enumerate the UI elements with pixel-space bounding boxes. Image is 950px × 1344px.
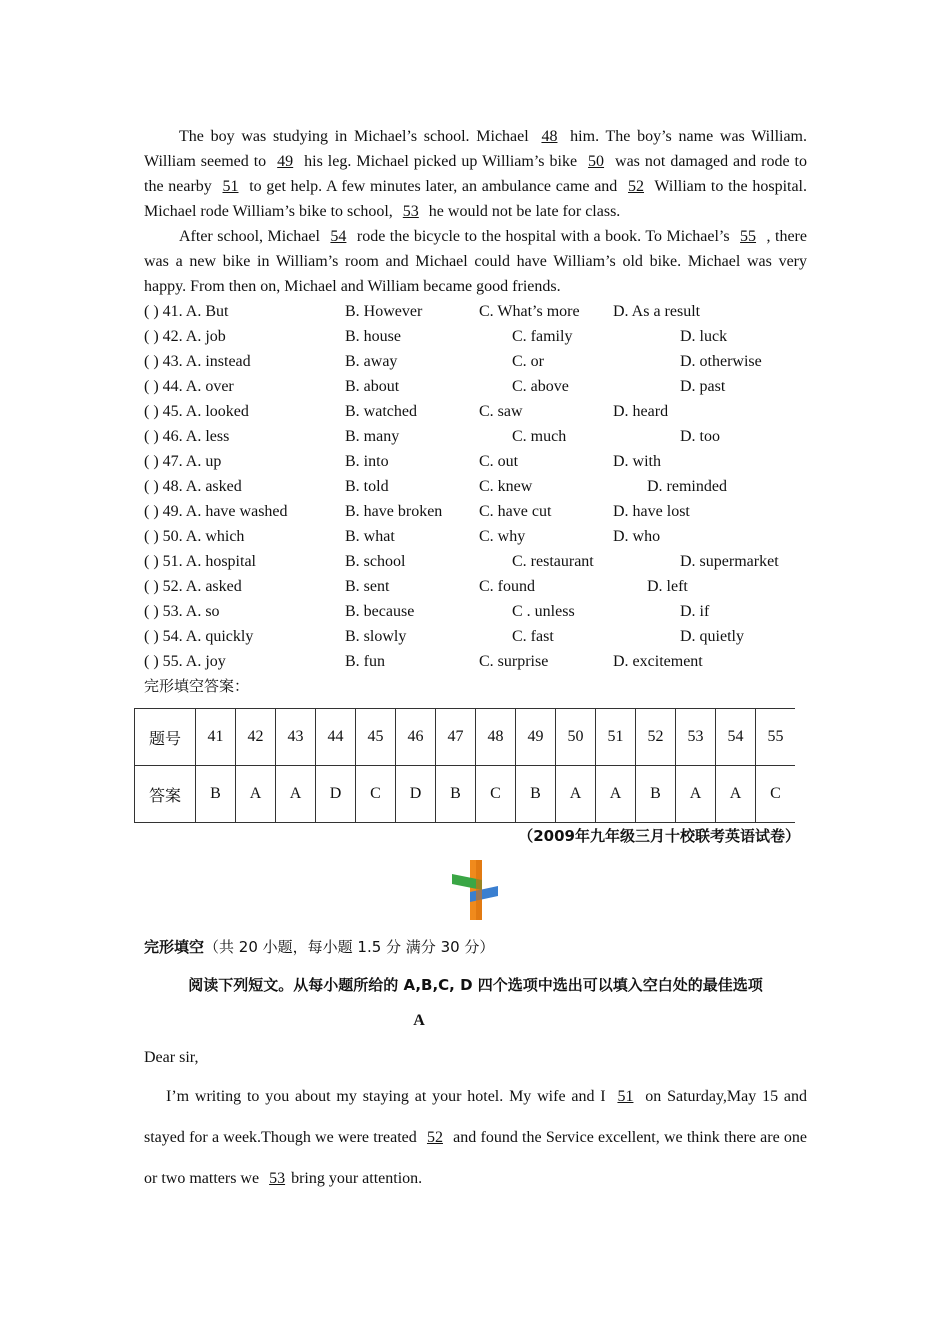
option-b: B. many <box>345 428 400 445</box>
text-segment: he would not be late for class. <box>424 203 621 220</box>
question-number-cell: 49 <box>516 709 556 766</box>
option-c: C. why <box>479 528 526 545</box>
question-number-cell: 45 <box>356 709 396 766</box>
row-header-number: 题号 <box>135 709 196 766</box>
option-c: C. out <box>479 453 519 470</box>
option-c: C. fast <box>512 628 554 645</box>
answer-cell: A <box>676 766 716 823</box>
letter-greeting: Dear sir, <box>144 1049 199 1066</box>
question-number-cell: 55 <box>756 709 796 766</box>
letter-body <box>144 1076 807 1199</box>
option-d: D. with <box>613 453 661 470</box>
question-number-option-a: ( ) 54. A. quickly <box>144 628 254 645</box>
question-row <box>144 499 807 524</box>
option-d: D. reminded <box>647 478 727 495</box>
text-segment: , there was a new bike in William’s room and Michael could have William’s old bike. Michael was very happy. From then on, Michael and William became good friends. <box>144 228 807 295</box>
option-c: C. much <box>512 428 567 445</box>
answer-cell: C <box>476 766 516 823</box>
answer-cell: B <box>196 766 236 823</box>
question-number-cell: 51 <box>596 709 636 766</box>
question-number-option-a: ( ) 49. A. have washed <box>144 503 288 520</box>
text-segment: I’m writing to you about my staying at your hotel. My wife and I <box>166 1088 612 1105</box>
blank-54: 54 <box>330 228 347 245</box>
option-b: B. sent <box>345 578 390 595</box>
question-row <box>144 399 807 424</box>
option-b: B. house <box>345 328 401 345</box>
question-number-cell: 54 <box>716 709 756 766</box>
option-c: C. have cut <box>479 503 552 520</box>
answer-cell: A <box>236 766 276 823</box>
text-segment: to get help. A few minutes later, an ambulance came and <box>244 178 623 195</box>
question-row <box>144 474 807 499</box>
passage-paragraph-2 <box>144 224 807 299</box>
question-number-option-a: ( ) 47. A. up <box>144 453 222 470</box>
question-number-cell: 53 <box>676 709 716 766</box>
option-b: B. school <box>345 553 406 570</box>
option-c: C. restaurant <box>512 553 594 570</box>
answer-cell: A <box>276 766 316 823</box>
answer-cell: A <box>596 766 636 823</box>
answer-cell: A <box>716 766 756 823</box>
instruction-text: 阅读下列短文。从每小题所给的 A,B,C, D 四个选项中选出可以填入空白处的最佳选项 <box>188 976 763 994</box>
passage-container <box>144 124 807 699</box>
option-d: D. quietly <box>680 628 744 645</box>
blank-48: 48 <box>541 128 558 145</box>
text-segment: The boy was studying in Michael’s school. Michael <box>179 128 536 145</box>
text-segment: After school, Michael <box>179 228 325 245</box>
text-segment: and found the Service excellent, we think there are one or two matters we <box>144 1129 807 1187</box>
blank-51: 51 <box>222 178 239 195</box>
answer-table-answer-row <box>135 766 796 823</box>
question-number-option-a: ( ) 50. A. which <box>144 528 245 545</box>
option-d: D. otherwise <box>680 353 762 370</box>
question-number-cell: 41 <box>196 709 236 766</box>
question-row <box>144 574 807 599</box>
option-b: B. about <box>345 378 400 395</box>
section-title <box>144 936 807 957</box>
text-segment: on Saturday,May 15 and stayed for a week.Though we were treated <box>144 1088 808 1146</box>
option-d: D. left <box>647 578 688 595</box>
option-b: B. into <box>345 453 389 470</box>
question-number-cell: 43 <box>276 709 316 766</box>
answer-cell: C <box>356 766 396 823</box>
question-number-cell: 42 <box>236 709 276 766</box>
question-list <box>144 299 807 674</box>
letter-paragraph <box>144 1076 807 1199</box>
option-c: C. above <box>512 378 569 395</box>
question-row <box>144 349 807 374</box>
question-row <box>144 374 807 399</box>
option-c: C. found <box>479 578 535 595</box>
blank-52b: 52 <box>426 1129 443 1146</box>
option-c: C. knew <box>479 478 533 495</box>
text-segment: was not damaged and rode to the nearby <box>144 153 807 195</box>
answer-cell: B <box>436 766 476 823</box>
answer-table-number-row <box>135 709 796 766</box>
question-row <box>144 524 807 549</box>
blank-49: 49 <box>277 153 294 170</box>
text-segment: William to the hospital. Michael rode William’s bike to school, <box>144 178 808 220</box>
option-b: B. because <box>345 603 415 620</box>
blank-53: 53 <box>402 203 419 220</box>
question-row <box>144 424 807 449</box>
option-b: B. have broken <box>345 503 443 520</box>
option-b: B. However <box>345 303 423 320</box>
option-b: B. fun <box>345 653 385 670</box>
text-segment: him. The boy’s name was William. William seemed to <box>144 128 808 170</box>
option-b: B. slowly <box>345 628 407 645</box>
logo-icon <box>452 860 500 920</box>
row-header-answer: 答案 <box>135 766 196 823</box>
option-d: D. have lost <box>613 503 690 520</box>
blank-53b: 53 <box>269 1170 286 1187</box>
question-number-cell: 48 <box>476 709 516 766</box>
answer-cell: D <box>396 766 436 823</box>
option-b: B. told <box>345 478 389 495</box>
text-segment: rode the bicycle to the hospital with a book. To Michael’s <box>352 228 735 245</box>
option-d: D. who <box>613 528 661 545</box>
option-c: C. family <box>512 328 573 345</box>
source-note: （2009年九年级三月十校联考英语试卷） <box>518 827 800 845</box>
option-c: C. surprise <box>479 653 549 670</box>
question-number-cell: 50 <box>556 709 596 766</box>
question-row <box>144 599 807 624</box>
answer-label: 完形填空答案： <box>144 677 250 695</box>
question-number-option-a: ( ) 52. A. asked <box>144 578 242 595</box>
question-number-option-a: ( ) 48. A. asked <box>144 478 242 495</box>
text-segment: bring your attention. <box>291 1170 423 1187</box>
option-d: D. past <box>680 378 726 395</box>
option-c: C. or <box>512 353 544 370</box>
answer-cell: B <box>636 766 676 823</box>
question-row <box>144 449 807 474</box>
option-b: B. what <box>345 528 395 545</box>
blank-51b: 51 <box>617 1088 634 1105</box>
question-number-option-a: ( ) 44. A. over <box>144 378 234 395</box>
question-number-option-a: ( ) 46. A. less <box>144 428 230 445</box>
question-row <box>144 624 807 649</box>
blank-50: 50 <box>588 153 605 170</box>
answer-cell: B <box>516 766 556 823</box>
question-number-option-a: ( ) 41. A. But <box>144 303 229 320</box>
option-d: D. heard <box>613 403 669 420</box>
answer-cell: D <box>316 766 356 823</box>
blank-55: 55 <box>740 228 757 245</box>
option-d: D. too <box>680 428 720 445</box>
option-b: B. away <box>345 353 398 370</box>
question-number-option-a: ( ) 51. A. hospital <box>144 553 256 570</box>
question-row <box>144 324 807 349</box>
option-c: C. What’s more <box>479 303 580 320</box>
question-number-option-a: ( ) 43. A. instead <box>144 353 251 370</box>
question-number-cell: 52 <box>636 709 676 766</box>
question-number-option-a: ( ) 53. A. so <box>144 603 220 620</box>
section-title-bold: 完形填空 <box>144 938 205 956</box>
option-d: D. luck <box>680 328 728 345</box>
option-b: B. watched <box>345 403 417 420</box>
blank-52: 52 <box>628 178 645 195</box>
answer-cell: C <box>756 766 796 823</box>
part-heading: A <box>413 1012 425 1029</box>
question-number-cell: 46 <box>396 709 436 766</box>
option-d: D. supermarket <box>680 553 779 570</box>
question-number-option-a: ( ) 55. A. joy <box>144 653 226 670</box>
answer-table <box>134 708 795 823</box>
question-number-option-a: ( ) 45. A. looked <box>144 403 249 420</box>
question-row <box>144 549 807 574</box>
question-number-option-a: ( ) 42. A. job <box>144 328 226 345</box>
answer-cell: A <box>556 766 596 823</box>
question-row <box>144 649 807 674</box>
text-segment: his leg. Michael picked up William’s bike <box>299 153 583 170</box>
logo-vertical-shade <box>476 860 482 920</box>
question-number-cell: 44 <box>316 709 356 766</box>
section-title-detail: （共 20 小题，每小题 1.5 分 满分 30 分） <box>204 938 495 956</box>
passage-paragraph-1 <box>144 124 807 224</box>
option-c: C . unless <box>512 603 575 620</box>
option-d: D. As a result <box>613 303 701 320</box>
option-c: C. saw <box>479 403 523 420</box>
option-d: D. excitement <box>613 653 703 670</box>
question-row <box>144 299 807 324</box>
option-d: D. if <box>680 603 710 620</box>
question-number-cell: 47 <box>436 709 476 766</box>
